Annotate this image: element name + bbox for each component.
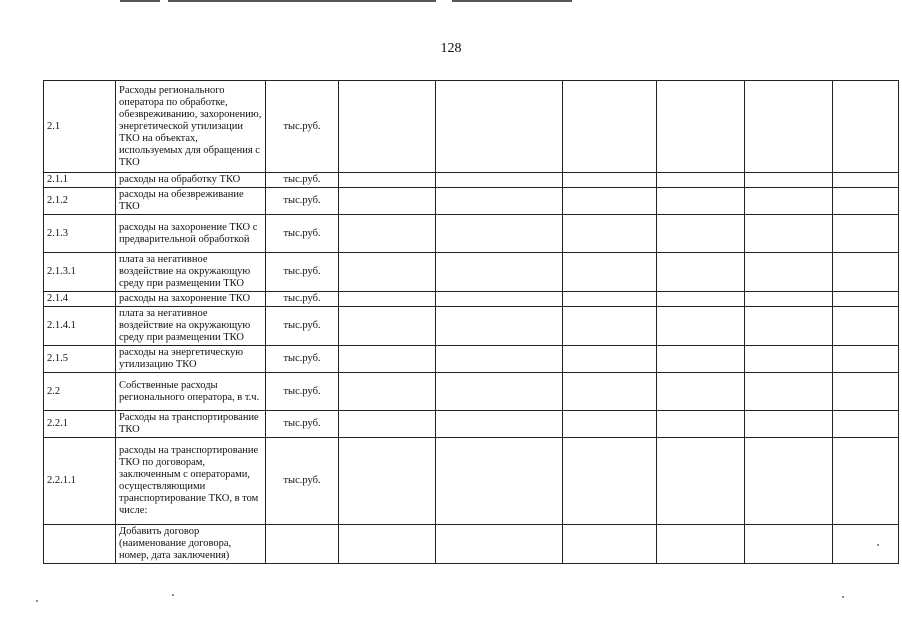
- row-description: расходы на транспортирование ТКО по договорам, заключенным с операторами, осуществляющими транспортирование ТКО, в том числе:: [116, 438, 266, 525]
- scan-speck: [36, 600, 38, 602]
- value-cell: [745, 525, 833, 564]
- row-code: 2.1.4.1: [44, 307, 116, 346]
- value-cell: [833, 253, 899, 292]
- value-cell: [436, 292, 563, 307]
- value-cell: [339, 373, 436, 411]
- row-code: 2.1: [44, 81, 116, 173]
- value-cell: [657, 292, 745, 307]
- row-description: плата за негативное воздействие на окружающую среду при размещении ТКО: [116, 253, 266, 292]
- row-code: [44, 525, 116, 564]
- value-cell: [833, 525, 899, 564]
- value-cell: [833, 307, 899, 346]
- row-unit: тыс.руб.: [266, 253, 339, 292]
- row-unit: тыс.руб.: [266, 373, 339, 411]
- value-cell: [563, 253, 657, 292]
- page-number: 128: [440, 41, 462, 56]
- value-cell: [339, 81, 436, 173]
- row-unit: тыс.руб.: [266, 292, 339, 307]
- value-cell: [339, 438, 436, 525]
- row-description: Расходы на транспортирование ТКО: [116, 411, 266, 438]
- table-row: [44, 373, 899, 411]
- row-description: Добавить договор (наименование договора, номер, дата заключения): [116, 525, 266, 564]
- row-code: 2.1.2: [44, 188, 116, 215]
- table-row: [44, 188, 899, 215]
- table-row: [44, 173, 899, 188]
- row-unit: тыс.руб.: [266, 173, 339, 188]
- value-cell: [436, 411, 563, 438]
- row-code: 2.2.1: [44, 411, 116, 438]
- value-cell: [436, 81, 563, 173]
- value-cell: [745, 173, 833, 188]
- row-description: расходы на обезвреживание ТКО: [116, 188, 266, 215]
- value-cell: [563, 81, 657, 173]
- scan-speck: [172, 594, 174, 596]
- value-cell: [745, 438, 833, 525]
- value-cell: [436, 173, 563, 188]
- scan-edge-line: [452, 0, 572, 2]
- value-cell: [563, 292, 657, 307]
- value-cell: [657, 525, 745, 564]
- row-unit: [266, 525, 339, 564]
- row-unit: тыс.руб.: [266, 215, 339, 253]
- value-cell: [563, 215, 657, 253]
- value-cell: [563, 438, 657, 525]
- row-unit: тыс.руб.: [266, 438, 339, 525]
- value-cell: [745, 346, 833, 373]
- value-cell: [833, 188, 899, 215]
- row-unit: тыс.руб.: [266, 188, 339, 215]
- value-cell: [745, 292, 833, 307]
- table-row: [44, 346, 899, 373]
- row-description: расходы на захоронение ТКО с предварительной обработкой: [116, 215, 266, 253]
- value-cell: [339, 215, 436, 253]
- value-cell: [339, 173, 436, 188]
- value-cell: [339, 346, 436, 373]
- value-cell: [339, 253, 436, 292]
- value-cell: [436, 253, 563, 292]
- table-row: [44, 438, 899, 525]
- row-code: 2.1.4: [44, 292, 116, 307]
- value-cell: [436, 215, 563, 253]
- value-cell: [563, 411, 657, 438]
- value-cell: [833, 346, 899, 373]
- row-description: расходы на обработку ТКО: [116, 173, 266, 188]
- row-code: 2.2: [44, 373, 116, 411]
- value-cell: [436, 525, 563, 564]
- value-cell: [339, 292, 436, 307]
- value-cell: [563, 346, 657, 373]
- row-code: 2.2.1.1: [44, 438, 116, 525]
- row-description: Расходы регионального оператора по обработке, обезвреживанию, захоронению, энергетической утилизации ТКО на объектах, используемых для обращения с ТКО: [116, 81, 266, 173]
- row-code: 2.1.1: [44, 173, 116, 188]
- value-cell: [436, 438, 563, 525]
- table-row: [44, 215, 899, 253]
- value-cell: [745, 373, 833, 411]
- row-unit: тыс.руб.: [266, 307, 339, 346]
- value-cell: [745, 307, 833, 346]
- value-cell: [833, 411, 899, 438]
- value-cell: [657, 188, 745, 215]
- value-cell: [833, 173, 899, 188]
- value-cell: [436, 346, 563, 373]
- value-cell: [745, 253, 833, 292]
- table-row: [44, 411, 899, 438]
- table-row: [44, 253, 899, 292]
- value-cell: [657, 215, 745, 253]
- value-cell: [745, 188, 833, 215]
- scan-edge-line: [168, 0, 436, 2]
- value-cell: [833, 81, 899, 173]
- value-cell: [563, 307, 657, 346]
- value-cell: [563, 188, 657, 215]
- row-description: плата за негативное воздействие на окружающую среду при размещении ТКО: [116, 307, 266, 346]
- table-body: [44, 81, 899, 564]
- row-unit: тыс.руб.: [266, 81, 339, 173]
- value-cell: [657, 411, 745, 438]
- value-cell: [563, 373, 657, 411]
- scan-edge-line: [120, 0, 160, 2]
- scan-speck: [842, 596, 844, 598]
- value-cell: [436, 373, 563, 411]
- row-description: Собственные расходы регионального оператора, в т.ч.: [116, 373, 266, 411]
- value-cell: [436, 188, 563, 215]
- value-cell: [657, 346, 745, 373]
- value-cell: [657, 81, 745, 173]
- value-cell: [657, 307, 745, 346]
- value-cell: [339, 411, 436, 438]
- value-cell: [339, 307, 436, 346]
- value-cell: [657, 373, 745, 411]
- row-code: 2.1.3: [44, 215, 116, 253]
- row-unit: тыс.руб.: [266, 346, 339, 373]
- table-row: [44, 81, 899, 173]
- row-unit: тыс.руб.: [266, 411, 339, 438]
- value-cell: [657, 438, 745, 525]
- value-cell: [745, 81, 833, 173]
- row-description: расходы на захоронение ТКО: [116, 292, 266, 307]
- value-cell: [436, 307, 563, 346]
- value-cell: [745, 215, 833, 253]
- value-cell: [657, 173, 745, 188]
- value-cell: [563, 173, 657, 188]
- value-cell: [833, 373, 899, 411]
- value-cell: [745, 411, 833, 438]
- cost-table: [43, 80, 899, 564]
- row-description: расходы на энергетическую утилизацию ТКО: [116, 346, 266, 373]
- table-row: [44, 307, 899, 346]
- table-row: [44, 525, 899, 564]
- value-cell: [339, 525, 436, 564]
- row-code: 2.1.5: [44, 346, 116, 373]
- value-cell: [833, 438, 899, 525]
- value-cell: [657, 253, 745, 292]
- value-cell: [339, 188, 436, 215]
- scan-speck: [877, 544, 879, 546]
- value-cell: [833, 215, 899, 253]
- table-row: [44, 292, 899, 307]
- value-cell: [563, 525, 657, 564]
- value-cell: [833, 292, 899, 307]
- row-code: 2.1.3.1: [44, 253, 116, 292]
